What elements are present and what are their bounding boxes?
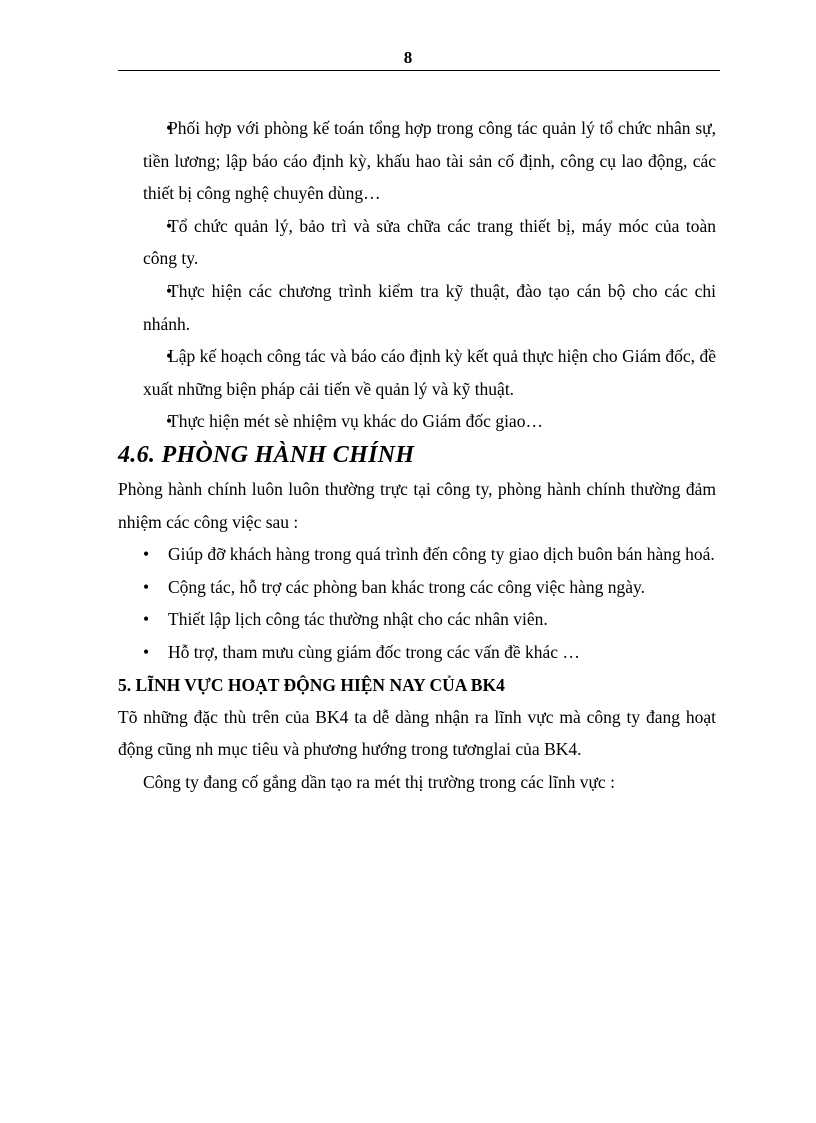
list-item: • Tổ chức quản lý, bảo trì và sửa chữa các trang thiết bị, máy móc của toàn công ty. [143, 210, 716, 275]
list-item: • Lập kế hoạch công tác và báo cáo định kỳ kết quả thực hiện cho Giám đốc, đề xuất những biện pháp cải tiến về quản lý và kỹ thuật. [143, 340, 716, 405]
list-item: • Hỗ trợ, tham mưu cùng giám đốc trong các vấn đề khác … [168, 636, 716, 669]
list-item: • Thiết lập lịch công tác thường nhật cho các nhân viên. [168, 603, 716, 636]
bullet-list-duties [143, 112, 716, 438]
bullet-list-admin-duties [168, 538, 716, 668]
list-item: • Phối hợp với phòng kế toán tổng hợp trong công tác quản lý tổ chức nhân sự, tiền lương; lập báo cáo định kỳ, khấu hao tài sản cố định, công cụ lao động, các thiết bị công nghệ chuyên dùng… [143, 112, 716, 210]
document-body [118, 112, 716, 798]
list-item: • Thực hiện các chương trình kiểm tra kỹ thuật, đào tạo cán bộ cho các chi nhánh. [143, 275, 716, 340]
section-5-paragraph-2: Công ty đang cố gắng dần tạo ra mét thị trường trong các lĩnh vực : [143, 771, 615, 792]
list-item: • Thực hiện mét sè nhiệm vụ khác do Giám đốc giao… [143, 405, 716, 438]
list-item: • Cộng tác, hỗ trợ các phòng ban khác trong các công việc hàng ngày. [168, 571, 716, 604]
section-4-6-intro: Phòng hành chính luôn luôn thường trực tại công ty, phòng hành chính thường đảm nhiệm các công việc sau : [118, 478, 716, 532]
list-item: • Giúp đỡ khách hàng trong quá trình đến công ty giao dịch buôn bán hàng hoá. [168, 538, 716, 571]
section-5-paragraph-1: Tõ những đặc thù trên của BK4 ta dễ dàng nhận ra lĩnh vực mà công ty đang hoạt động cũng nh mục tiêu và phương hướng trong tươnglai của BK4. [118, 706, 716, 760]
page-number: 8 [403, 48, 413, 67]
section-heading-4-6: 4.6. PHÒNG HÀNH CHÍNH [118, 441, 415, 468]
header-rule [118, 70, 720, 71]
section-heading-5: 5. LĨNH VỰC HOẠT ĐỘNG HIỆN NAY CỦA BK4 [118, 674, 505, 695]
